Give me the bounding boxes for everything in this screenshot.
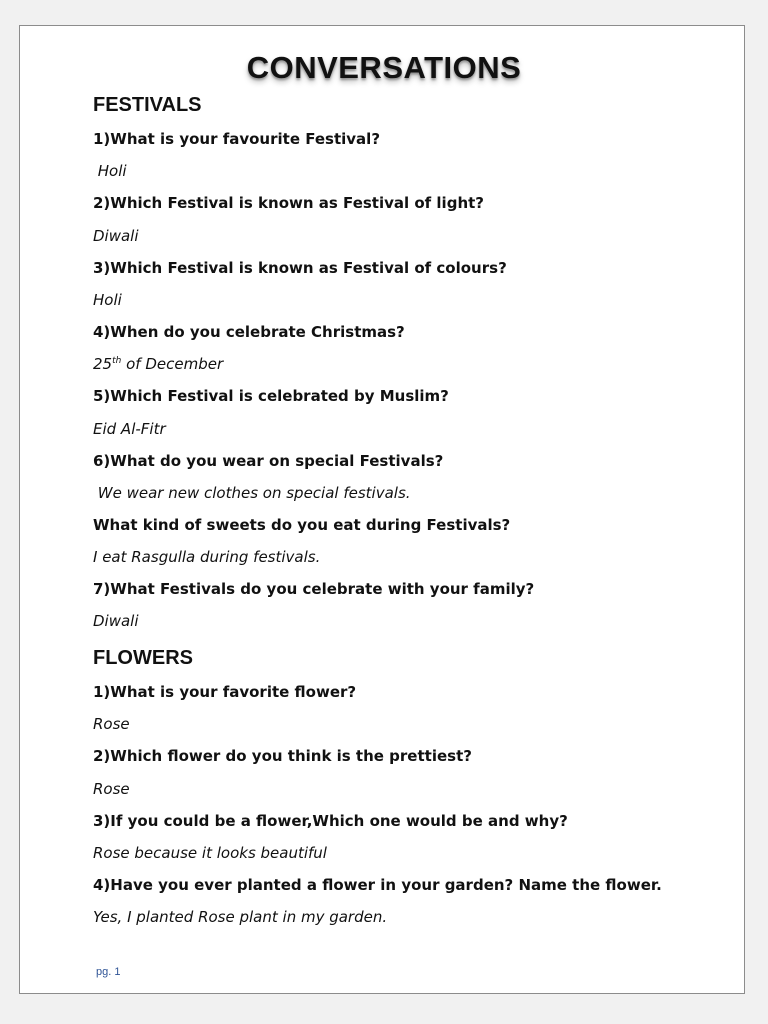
question-text: 7)What Festivals do you celebrate with your family?	[93, 580, 535, 598]
question-text: 4)When do you celebrate Christmas?	[93, 323, 405, 341]
question-text: 6)What do you wear on special Festivals?	[93, 452, 444, 470]
question-text: 1)What is your favorite flower?	[93, 683, 357, 701]
answer-text: Diwali	[93, 227, 139, 245]
question-text: 5)Which Festival is celebrated by Muslim?	[93, 387, 449, 405]
answer-text: We wear new clothes on special festivals.	[93, 484, 411, 502]
answer-text: Eid Al-Fitr	[93, 420, 166, 438]
answer-text: Holi	[93, 291, 122, 309]
answer-text: Rose	[93, 780, 130, 798]
section-heading-festivals: FESTIVALS	[93, 94, 202, 116]
question-text: 3)If you could be a flower,Which one would be and why?	[93, 812, 568, 830]
answer-text: Holi	[93, 162, 127, 180]
section-heading-flowers: FLOWERS	[93, 647, 193, 669]
answer-text: Rose	[93, 715, 130, 733]
answer-text: Diwali	[93, 612, 139, 630]
document-title: CONVERSATIONS	[246, 50, 522, 85]
question-text: What kind of sweets do you eat during Festivals?	[93, 516, 511, 534]
answer-month: of December	[121, 355, 224, 373]
question-text: 3)Which Festival is known as Festival of colours?	[93, 259, 507, 277]
page-number: pg. 1	[96, 966, 121, 978]
question-text: 1)What is your favourite Festival?	[93, 130, 381, 148]
question-text: 2)Which flower do you think is the prettiest?	[93, 747, 472, 765]
question-text: 4)Have you ever planted a flower in your garden? Name the flower.	[93, 876, 662, 894]
question-text: 2)Which Festival is known as Festival of light?	[93, 194, 484, 212]
answer-ordinal-suffix: th	[112, 356, 122, 366]
answer-text: Yes, I planted Rose plant in my garden.	[93, 908, 388, 926]
answer-text: Rose because it looks beautiful	[93, 844, 327, 862]
answer-day: 25	[93, 355, 113, 373]
answer-text	[93, 354, 223, 374]
answer-text: I eat Rasgulla during festivals.	[93, 548, 321, 566]
